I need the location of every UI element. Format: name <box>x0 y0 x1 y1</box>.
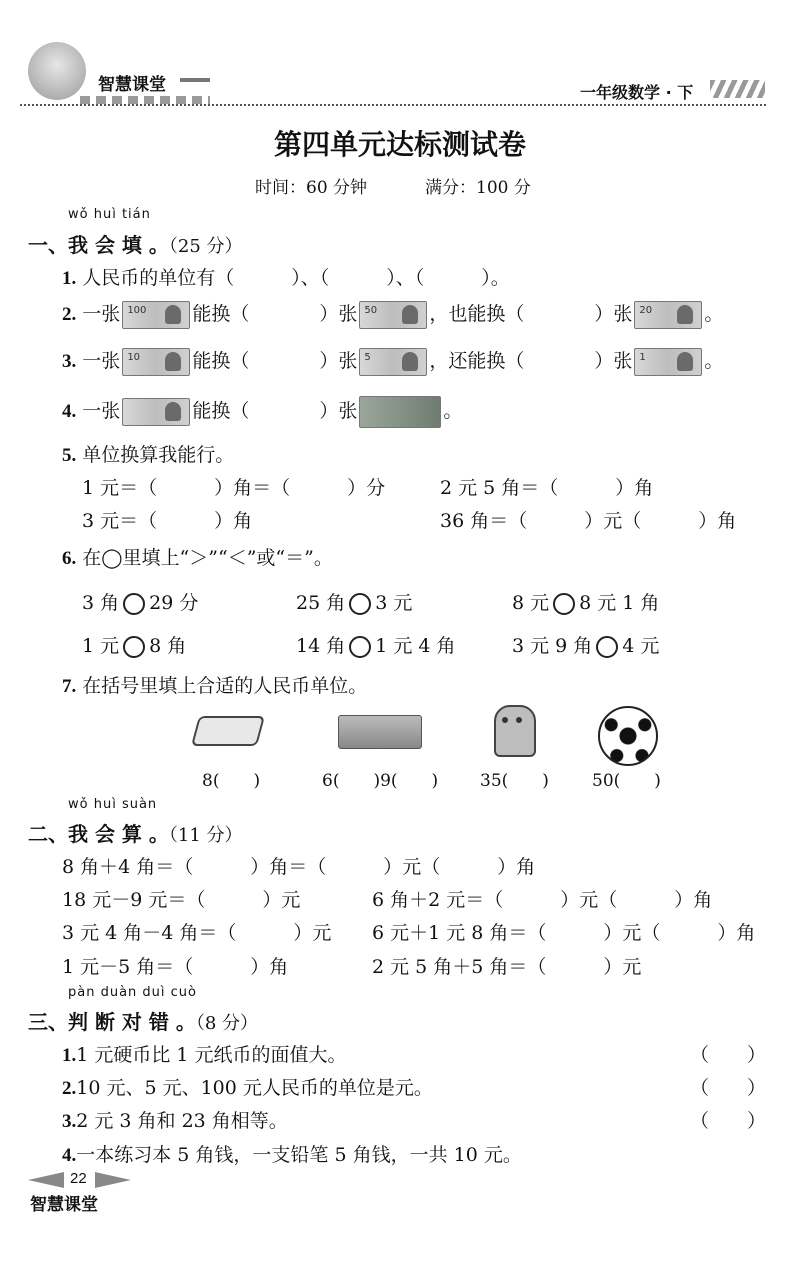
section3-title <box>28 1006 258 1035</box>
q3-number: 3. <box>62 351 77 372</box>
section1-points: （25 分） <box>168 236 243 257</box>
calc-row1a: 8 角＋4 角＝（ ）角＝（ ）元（ ）角 <box>62 856 536 878</box>
page-title: 第四单元达标测试卷 <box>273 128 526 161</box>
section3-heading: 三、判 断 对 错 。 <box>28 1010 196 1034</box>
q2-e: ）张 <box>594 303 633 325</box>
q4 <box>62 396 462 428</box>
q7-answer-3: 35( ) <box>480 771 549 791</box>
subject-label: 一年级数学 · 下 <box>580 83 694 102</box>
header-rule <box>20 104 766 106</box>
q2-c: ）张 <box>319 303 358 325</box>
calc-row3b: 6 元＋1 元 8 角＝（ ）元（ ）角 <box>372 922 756 944</box>
q3-c: ）张 <box>319 350 358 372</box>
q4-number: 4. <box>62 401 77 422</box>
judge-paren-2[interactable]: （ ） <box>690 1077 767 1099</box>
q2 <box>62 299 723 329</box>
compare-circle[interactable] <box>553 593 575 615</box>
q2-d: ，也能换（ <box>429 303 525 325</box>
q5 <box>62 440 234 467</box>
q1-text: 人民币的单位有（ ）、（ ）、（ ）。 <box>82 267 510 289</box>
q3-b: 能换（ <box>192 350 250 372</box>
header-bar <box>20 30 770 110</box>
q3-e: ）张 <box>594 350 633 372</box>
compare-6: 3 元 9 角 4 元 <box>512 635 660 657</box>
slash-decoration <box>710 80 765 98</box>
compare-circle[interactable] <box>349 593 371 615</box>
footer-brand: 智慧课堂 <box>30 1195 98 1215</box>
q3-f: 。 <box>704 350 724 372</box>
section2-heading: 二、我 会 算 。 <box>28 822 169 846</box>
judge-item-1: 1.1 元硬币比 1 元纸币的面值大。 <box>62 1044 347 1066</box>
backpack-image <box>488 703 540 755</box>
q3-a: 一张 <box>82 350 121 372</box>
section2-points: （11 分） <box>168 825 243 846</box>
q2-b: 能换（ <box>192 303 250 325</box>
compare-2: 25 角 3 元 <box>296 592 413 614</box>
q4-b: 能换（ <box>192 400 250 422</box>
q5-line1a: 1 元＝（ ）角＝（ ）分 <box>82 477 386 499</box>
q3 <box>62 346 723 376</box>
compare-circle[interactable] <box>596 636 618 658</box>
q5-line2b: 36 角＝（ ）元（ ）角 <box>440 510 737 532</box>
page-number: 22 <box>70 1170 87 1187</box>
q1-number: 1. <box>62 268 77 289</box>
q2-f: 。 <box>704 303 724 325</box>
section1-heading: 一、我 会 填 。 <box>28 233 169 257</box>
q5-number: 5. <box>62 445 77 466</box>
calc-row3a: 3 元 4 角－4 角＝（ ）元 <box>62 922 332 944</box>
soccer-ball-image <box>598 706 658 766</box>
judge-item-3: 3.2 元 3 角和 23 角相等。 <box>62 1110 288 1132</box>
judge-item-4: 4.一本练习本 5 角钱，一支铅笔 5 角钱，一共 10 元。 <box>62 1144 522 1166</box>
banknote-10-image: 10 <box>122 348 190 376</box>
compare-1: 3 角 29 分 <box>82 592 199 614</box>
q3-d: ，还能换（ <box>429 350 525 372</box>
q4-f: 。 <box>443 400 463 422</box>
arrow-icon <box>180 78 210 82</box>
calc-row4a: 1 元－5 角＝（ ）角 <box>62 956 289 978</box>
section2-title <box>28 818 243 847</box>
mascot-logo <box>28 42 86 100</box>
footer-arrow-right-icon <box>95 1172 131 1188</box>
q4-c: ）张 <box>319 400 358 422</box>
q6-text: 在◯里填上“＞”“＜”或“＝”。 <box>82 547 333 569</box>
banknote-5-image: 5 <box>359 348 427 376</box>
q2-number: 2. <box>62 304 77 325</box>
q7-answer-2: 6( )9( ) <box>322 771 439 791</box>
banknote-1-image: 1 <box>634 348 702 376</box>
q4-a: 一张 <box>82 400 121 422</box>
section3-pinyin: pàn duàn duì cuò <box>68 985 197 1000</box>
calc-row2b: 6 角＋2 元＝（ ）元（ ）角 <box>372 889 713 911</box>
section3-points: （8 分） <box>195 1013 259 1034</box>
footer-arrow-icon <box>28 1172 64 1188</box>
banknote-1-yuan-image <box>122 398 190 426</box>
calc-row4b: 2 元 5 角＋5 角＝（ ）元 <box>372 956 642 978</box>
q5-line1b: 2 元 5 角＝（ ）角 <box>440 477 654 499</box>
q5-text: 单位换算我能行。 <box>82 444 235 466</box>
q6 <box>62 543 333 570</box>
q7-text: 在括号里填上合适的人民币单位。 <box>82 675 368 697</box>
compare-5: 14 角 1 元 4 角 <box>296 635 456 657</box>
q7-number: 7. <box>62 676 77 697</box>
compare-circle[interactable] <box>123 593 145 615</box>
brand-title: 智慧课堂 <box>98 75 166 95</box>
compare-3: 8 元 8 元 1 角 <box>512 592 660 614</box>
section1-title <box>28 229 243 258</box>
q7-answer-1: 8( ) <box>202 771 261 791</box>
score-info: 满分：100 分 <box>425 178 531 198</box>
judge-item-2: 2.10 元、5 元、100 元人民币的单位是元。 <box>62 1077 433 1099</box>
banknote-100-image: 100 <box>122 301 190 329</box>
section1-pinyin: wǒ huì tián <box>68 207 151 222</box>
banknote-50-image: 50 <box>359 301 427 329</box>
header-checker <box>80 96 210 104</box>
judge-paren-1[interactable]: （ ） <box>690 1044 767 1066</box>
time-info: 时间：60 分钟 <box>255 178 368 198</box>
banknote-jiao-image <box>359 396 441 428</box>
pencil-case-image <box>338 715 422 749</box>
compare-circle[interactable] <box>123 636 145 658</box>
q6-number: 6. <box>62 548 77 569</box>
q5-line2a: 3 元＝（ ）角 <box>82 510 253 532</box>
q2-a: 一张 <box>82 303 121 325</box>
q7-answer-4: 50( ) <box>592 771 661 791</box>
banknote-20-image: 20 <box>634 301 702 329</box>
q1 <box>62 263 510 290</box>
compare-circle[interactable] <box>349 636 371 658</box>
q7 <box>62 671 367 698</box>
eraser-image <box>190 710 265 748</box>
section2-pinyin: wǒ huì suàn <box>68 797 158 812</box>
compare-4: 1 元 8 角 <box>82 635 187 657</box>
judge-paren-3[interactable]: （ ） <box>690 1110 767 1132</box>
calc-row2a: 18 元－9 元＝（ ）元 <box>62 889 301 911</box>
